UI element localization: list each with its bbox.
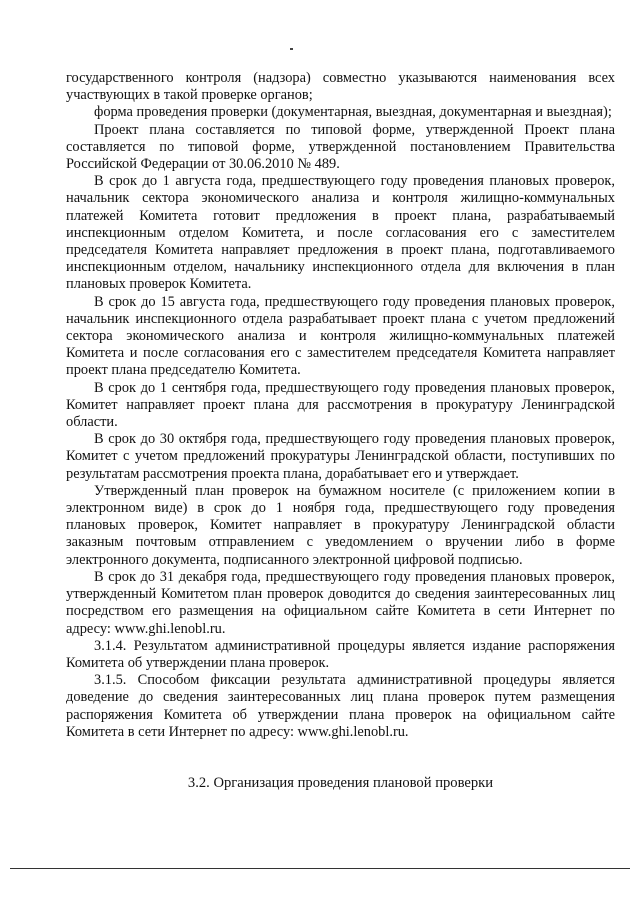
paragraph-6: В срок до 1 сентября года, предшествующего году проведения плановых проверок, Комитет направляет проект плана для рассмотрения в прокуратуру Ленинградской области.: [66, 379, 615, 431]
paragraph-7: В срок до 30 октября года, предшествующего году проведения плановых проверок, Комитет с учетом предложений прокуратуры Ленинградской области, поступивших по результатам рассмотрения проекта плана, дорабатывает его и утверждает.: [66, 431, 615, 482]
section-heading: 3.2. Организация проведения плановой проверки: [187, 775, 494, 791]
paragraph-11: 3.1.5. Способом фиксации результата административной процедуры является доведение до сведения заинтересованных лиц плана проверок путем размещения распоряжения Комитета об утверждении плана проверок на официальном сайте Комитета в сети Интернет по адресу: www.ghi.lenobl.ru.: [66, 672, 615, 740]
document-body: [66, 70, 615, 741]
paragraph-5: В срок до 15 августа года, предшествующего году проведения плановых проверок, начальник инспекционного отдела разрабатывает проект плана с учетом предложений сектора экономического анализа и контроля жилищно-коммунальных платежей Комитета и после согласования его с заместителем председателя Комитета направляет проект плана председателю Комитета.: [66, 293, 615, 379]
paragraph-2: форма проведения проверки (документарная, выездная, документарная и выездная);: [94, 104, 612, 121]
page-bottom-rule: [10, 868, 630, 869]
paragraph-8: Утвержденный план проверок на бумажном носителе (с приложением копии в электронном виде) в срок до 1 ноября года, предшествующего году проведения плановых проверок, Комитет направляет в прокуратуру Ленинградской области заказным почтовым отправлением с уведомлением о вручении либо в форме электронного документа, подписанного электронной цифровой подписью.: [66, 482, 615, 568]
paragraph-10: 3.1.4. Результатом административной процедуры является издание распоряжения Комитета об утверждении плана проверок.: [66, 637, 615, 671]
paragraph-3: Проект плана составляется по типовой форме, утвержденной Проект плана составляется по типовой форме, утвержденной постановлением Правительства Российской Федерации от 30.06.2010 № 489.: [66, 121, 615, 173]
scan-mark: [290, 48, 293, 50]
paragraph-1: государственного контроля (надзора) совместно указываются наименования всех участвующих в такой проверке органов;: [66, 70, 615, 104]
paragraph-9: В срок до 31 декабря года, предшествующего году проведения плановых проверок, утвержденный Комитетом план проверок доводится до сведения заинтересованных лиц посредством его размещения на официальном сайте Комитета в сети Интернет по адресу: www.ghi.lenobl.ru.: [66, 568, 615, 637]
paragraph-4: В срок до 1 августа года, предшествующего году проведения плановых проверок, начальник сектора экономического анализа и контроля жилищно-коммунальных платежей Комитета готовит предложения в проект плана, разрабатываемый инспекционным отделом Комитета, и после согласования его с заместителем председателя Комитета направляет предложения в проект плана, подготавливаемого инспекционным отделом, начальнику инспекционного отдела для включения в план плановых проверок Комитета.: [66, 173, 615, 293]
